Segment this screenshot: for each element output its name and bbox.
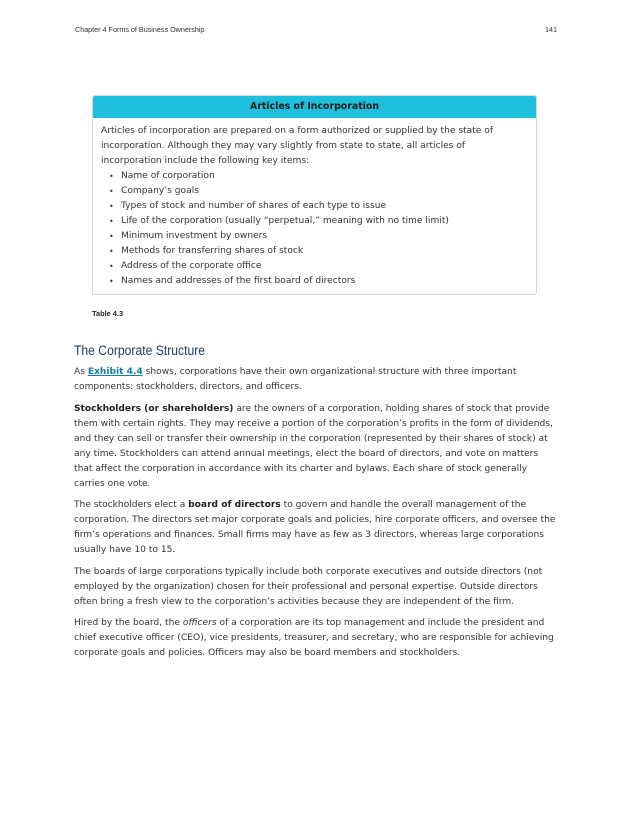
- term-officers: officers: [182, 618, 217, 628]
- chapter-title: Chapter 4 Forms of Business Ownership: [75, 25, 205, 34]
- list-item: • Company’s goals: [109, 184, 528, 199]
- list-item: • Name of corporation: [109, 169, 528, 184]
- page-number: 141: [545, 25, 557, 34]
- paragraph-officers: [74, 616, 557, 661]
- text-run: are the owners of a corporation, holding shares of stock that provide them with certain rights. They may receive a portion of the corporation’s profits in the form of dividends, and they can sell or transfer their ownership in the corporation (represented by their shares of stock) at any time. Stockholders can attend annual meetings, elect the board of directors, and vote on matters that affect the corporation in accordance with its charter and bylaws. Each share of stock generally carries one vote.: [74, 403, 553, 489]
- table-caption: Table 4.3: [92, 309, 124, 318]
- exhibit-link[interactable]: Exhibit 4.4: [87, 367, 143, 377]
- paragraph-intro: [74, 365, 557, 395]
- text-run: As: [74, 367, 88, 377]
- text-run: The stockholders elect a: [74, 500, 189, 510]
- section-content: [74, 365, 557, 668]
- key-term-board: board of directors: [188, 500, 281, 510]
- list-item: • Names and addresses of the first board of directors: [109, 274, 528, 289]
- key-items-list: [101, 169, 528, 289]
- list-item: • Address of the corporate office: [109, 259, 528, 274]
- section-heading: The Corporate Structure: [74, 343, 206, 358]
- list-item: • Life of the corporation (usually “perpetual,” meaning with no time limit): [109, 214, 528, 229]
- list-item: • Minimum investment by owners: [109, 229, 528, 244]
- feature-box-title: Articles of Incorporation: [93, 96, 536, 118]
- text-run: Hired by the board, the: [74, 618, 183, 628]
- feature-intro: Articles of incorporation are prepared on a form authorized or supplied by the state of incorporation. Although they may vary slightly from state to state, all articles of incorporation include the following key items:: [101, 126, 494, 166]
- running-header: [75, 25, 557, 34]
- text-run: of a corporation are its top management and include the president and chief executive officer (CEO), vice presidents, treasurer, and secretary, who are responsible for achieving corporate goals and policies. Officers may also be board members and stockholders.: [74, 618, 554, 658]
- paragraph-stockholders: [74, 402, 557, 492]
- articles-feature-box: [92, 95, 537, 295]
- paragraph-outside-directors: The boards of large corporations typically include both corporate executives and outside directors (not employed by the organization) chosen for their professional and personal expertise. Outside directors often bring a fresh view to the corporation’s activities because they are independent of the firm.: [74, 566, 543, 607]
- paragraph-board: [74, 498, 557, 558]
- list-item: • Types of stock and number of shares of each type to issue: [109, 199, 528, 214]
- text-run: shows, corporations have their own organizational structure with three important components: stockholders, directors, and officers.: [74, 367, 517, 392]
- list-item: • Methods for transferring shares of stock: [109, 244, 528, 259]
- feature-box-body: [93, 118, 536, 289]
- text-run: to govern and handle the overall management of the corporation. The directors set major corporate goals and policies, hire corporate officers, and oversee the firm’s operations and finances. Small firms may have as few as 3 directors, whereas large corporations usually have 10 to 15.: [74, 500, 556, 555]
- key-term-stockholders: Stockholders (or shareholders): [74, 403, 234, 414]
